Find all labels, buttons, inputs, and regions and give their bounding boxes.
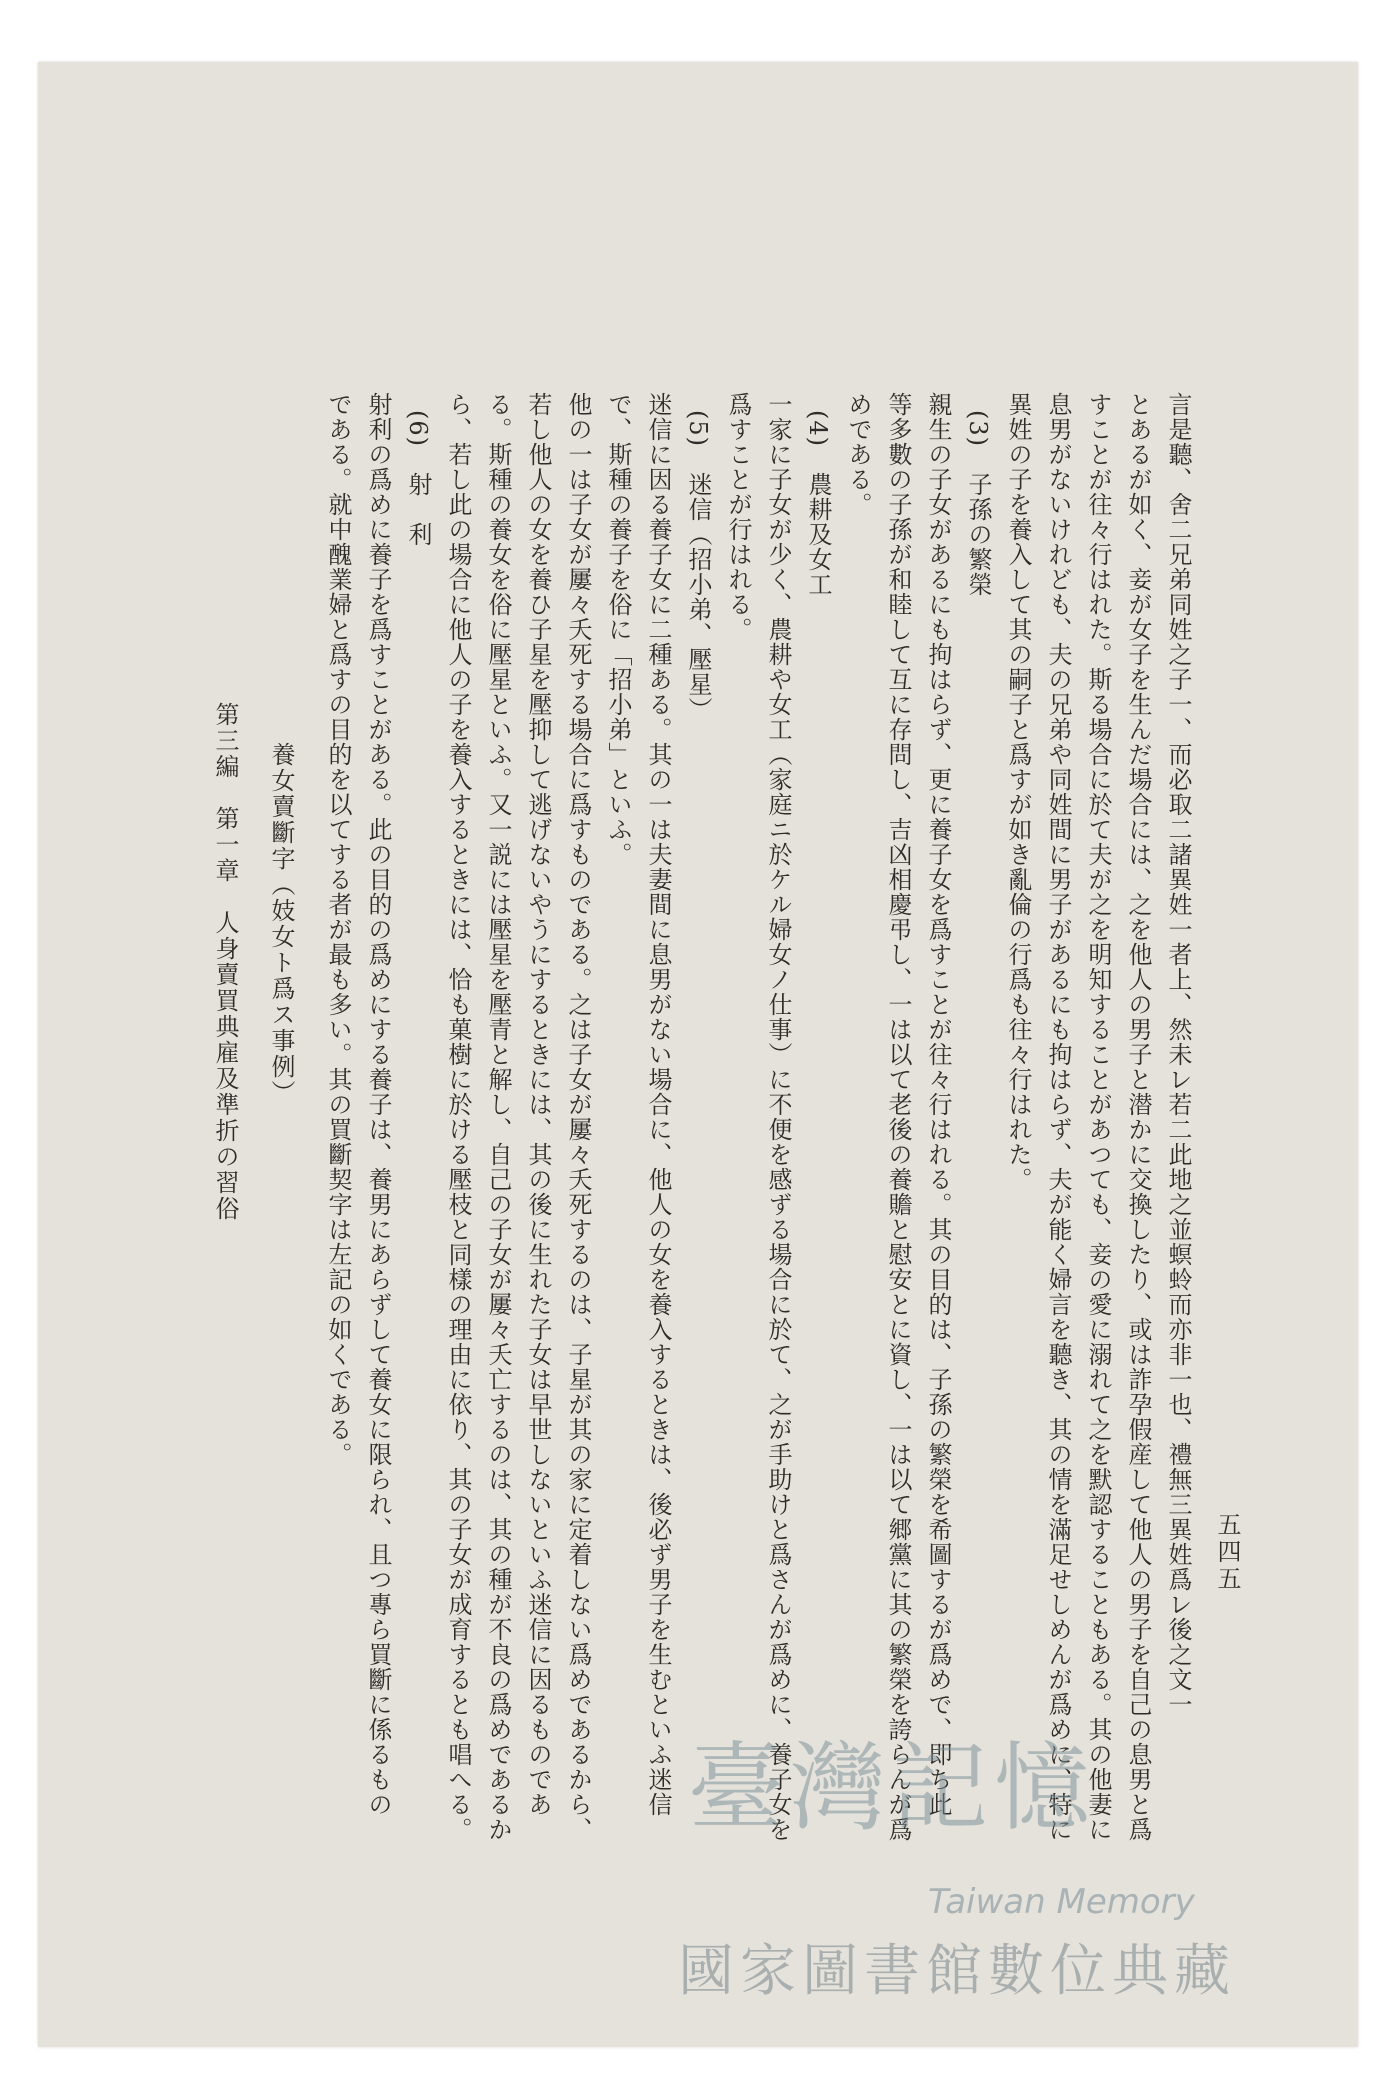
text-line: 射利の爲めに養子を爲すことがある。此の目的の爲めにする養子は、養男にあらずして養女に限られ、且つ專ら買斷に係るもの <box>364 392 392 1817</box>
text-line: 他の一は子女が屢々夭死する場合に爲すものである。之は子女が屢々夭死するのは、子星が其の家に定着しない爲めであるから、 <box>564 392 592 1842</box>
text-line: 親生の子女があるにも拘はらず、更に養子女を爲すことが往々行はれる。其の目的は、子孫の繁榮を希圖するが爲めで、即ち此 <box>924 392 952 1817</box>
running-section-title: 養女賣斷字（妓女ト爲ス事例） <box>267 742 295 1106</box>
text-line: すことが往々行はれた。斯る場合に於て夫が之を明知することがあつても、妾の愛に溺れて之を默認することもある。其の他妻に <box>1084 392 1112 1842</box>
book-page <box>38 62 1358 2047</box>
section-heading: (6) 射 利 <box>404 410 432 547</box>
watermark-logo <box>678 1712 1338 2012</box>
text-line: 若し他人の女を養ひ子星を壓抑して逃げないやうにするときには、其の後に生れた子女は早世しないといふ迷信に因るものであ <box>524 392 552 1817</box>
section-heading: (4) 農耕及女工 <box>804 410 832 597</box>
text-line: る。斯種の養女を俗に壓星といふ。又一説には壓星を壓青と解し、自己の子女が屢々夭亡するのは、其の種が不良の爲めであるか <box>484 392 512 1842</box>
watermark-org: 國家圖書館數位典藏 <box>678 1939 1236 2004</box>
text-line: 異姓の子を養入して其の嗣子と爲すが如き亂倫の行爲も往々行はれた。 <box>1004 392 1032 1192</box>
text-line: とあるが如く、妾が女子を生んだ場合には、之を他人の男子と潜かに交換したり、或は詐孕假産して他人の男子を自己の息男と爲 <box>1124 392 1152 1842</box>
text-line: 迷信に因る養子女に二種ある。其の一は夫妻間に息男がない場合に、他人の女を養入するときは、後必ず男子を生むといふ迷信 <box>644 392 672 1817</box>
running-chapter-title: 第三編 第一章 人身賣買典雇及準折の習俗 <box>211 702 239 1222</box>
text-line: 等多數の子孫が和睦して互に存問し、吉凶相慶弔し、一は以て老後の養贍と慰安とに資し、一は以て郷黨に其の繁榮を誇らんが爲 <box>884 392 912 1842</box>
text-line: 一家に子女が少く、農耕や女工（家庭ニ於ケル婦女ノ仕事）に不便を感ずる場合に於て、之が手助けと爲さんが爲めに、養子女を <box>764 392 792 1842</box>
text-line: である。就中醜業婦と爲すの目的を以てする者が最も多い。其の買斷契字は左記の如くである。 <box>324 392 352 1467</box>
watermark-cjk: 臺灣記憶 <box>688 1732 1096 1844</box>
text-line: 言是聽、舍二兄弟同姓之子一、而必取二諸異姓一者上、然未レ若二此地之並螟蛉而亦非一也、禮無三異姓爲レ後之文一 <box>1164 392 1192 1717</box>
watermark-en: Taiwan Memory <box>928 1882 1195 1922</box>
text-line: 爲すことが行はれる。 <box>724 392 752 642</box>
text-line: 息男がないけれども、夫の兄弟や同姓間に男子があるにも拘はらず、夫が能く婦言を聽き、其の情を滿足せしめんが爲めに、特に <box>1044 392 1072 1842</box>
section-heading: (5) 迷信（招小弟、壓星） <box>684 410 712 722</box>
section-heading: (3) 子孫の繁榮 <box>964 410 992 597</box>
text-line: で、斯種の養子を俗に「招小弟」といふ。 <box>604 392 632 867</box>
text-line: ら、若し此の場合に他人の子を養入するときには、恰も菓樹に於ける壓枝と同樣の理由に依り、其の子女が成育するとも唱へる。 <box>444 392 472 1842</box>
page-number: 五四五 <box>1213 1512 1241 1593</box>
text-line: めである。 <box>844 392 872 517</box>
